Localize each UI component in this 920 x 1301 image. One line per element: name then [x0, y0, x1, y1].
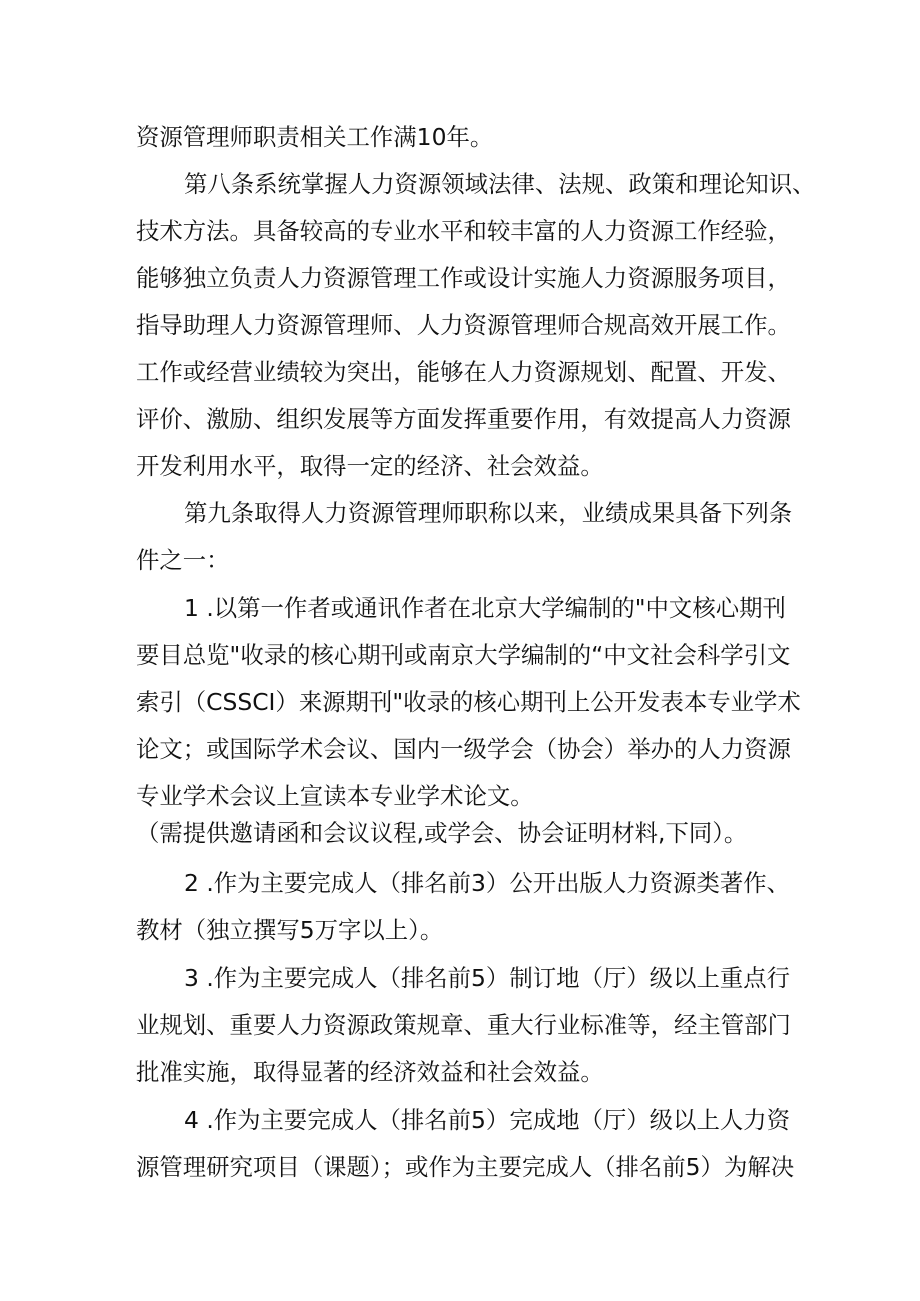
- text-line: 件之一：: [136, 546, 230, 574]
- list-item-2: 2 .作为主要完成人（排名前3）公开出版人力资源类著作、: [184, 869, 791, 897]
- text-line: 技术方法。具备较高的专业水平和较丰富的人力资源工作经验，: [136, 217, 791, 245]
- text-line: 教材（独立撰写5万字以上）。: [136, 916, 444, 944]
- text-line: 开发利用水平，取得一定的经济、社会效益。: [136, 452, 604, 480]
- text-line: 资源管理师职责相关工作满10年。: [136, 123, 494, 151]
- text-line: 评价、激励、组织发展等方面发挥重要作用，有效提高人力资源: [136, 405, 791, 433]
- text-line: 指导助理人力资源管理师、人力资源管理师合规高效开展工作。: [136, 311, 791, 339]
- text-line: 索引（CSSCI）来源期刊"收录的核心期刊上公开发表本专业学术: [136, 688, 801, 716]
- text-line: 专业学术会议上宣读本专业学术论文。: [136, 782, 534, 810]
- text-line: 业规划、重要人力资源政策规章、重大行业标准等，经主管部门: [136, 1011, 791, 1039]
- list-item-4: 4 .作为主要完成人（排名前5）完成地（厅）级以上人力资: [184, 1106, 791, 1134]
- text-line: 要目总览"收录的核心期刊或南京大学编制的“中文社会科学引文: [136, 641, 791, 669]
- text-line: 批准实施，取得显著的经济效益和社会效益。: [136, 1058, 604, 1086]
- text-line: 工作或经营业绩较为突出，能够在人力资源规划、配置、开发、: [136, 358, 791, 386]
- text-line: 能够独立负责人力资源管理工作或设计实施人力资源服务项目，: [136, 264, 791, 292]
- paragraph-article-8: 第八条系统掌握人力资源领域法律、法规、政策和理论知识、: [184, 170, 816, 198]
- note-line: （需提供邀请函和会议议程,或学会、协会证明材料,下同）。: [136, 819, 748, 847]
- list-item-1: 1 .以第一作者或通讯作者在北京大学编制的"中文核心期刊: [184, 594, 786, 622]
- text-line: 论文；或国际学术会议、国内一级学会（协会）举办的人力资源: [136, 735, 791, 763]
- list-item-3: 3 .作为主要完成人（排名前5）制订地（厅）级以上重点行: [184, 964, 791, 992]
- paragraph-article-9: 第九条取得人力资源管理师职称以来，业绩成果具备下列条: [184, 499, 793, 527]
- text-line: 源管理研究项目（课题）；或作为主要完成人（排名前5）为解决: [136, 1153, 795, 1181]
